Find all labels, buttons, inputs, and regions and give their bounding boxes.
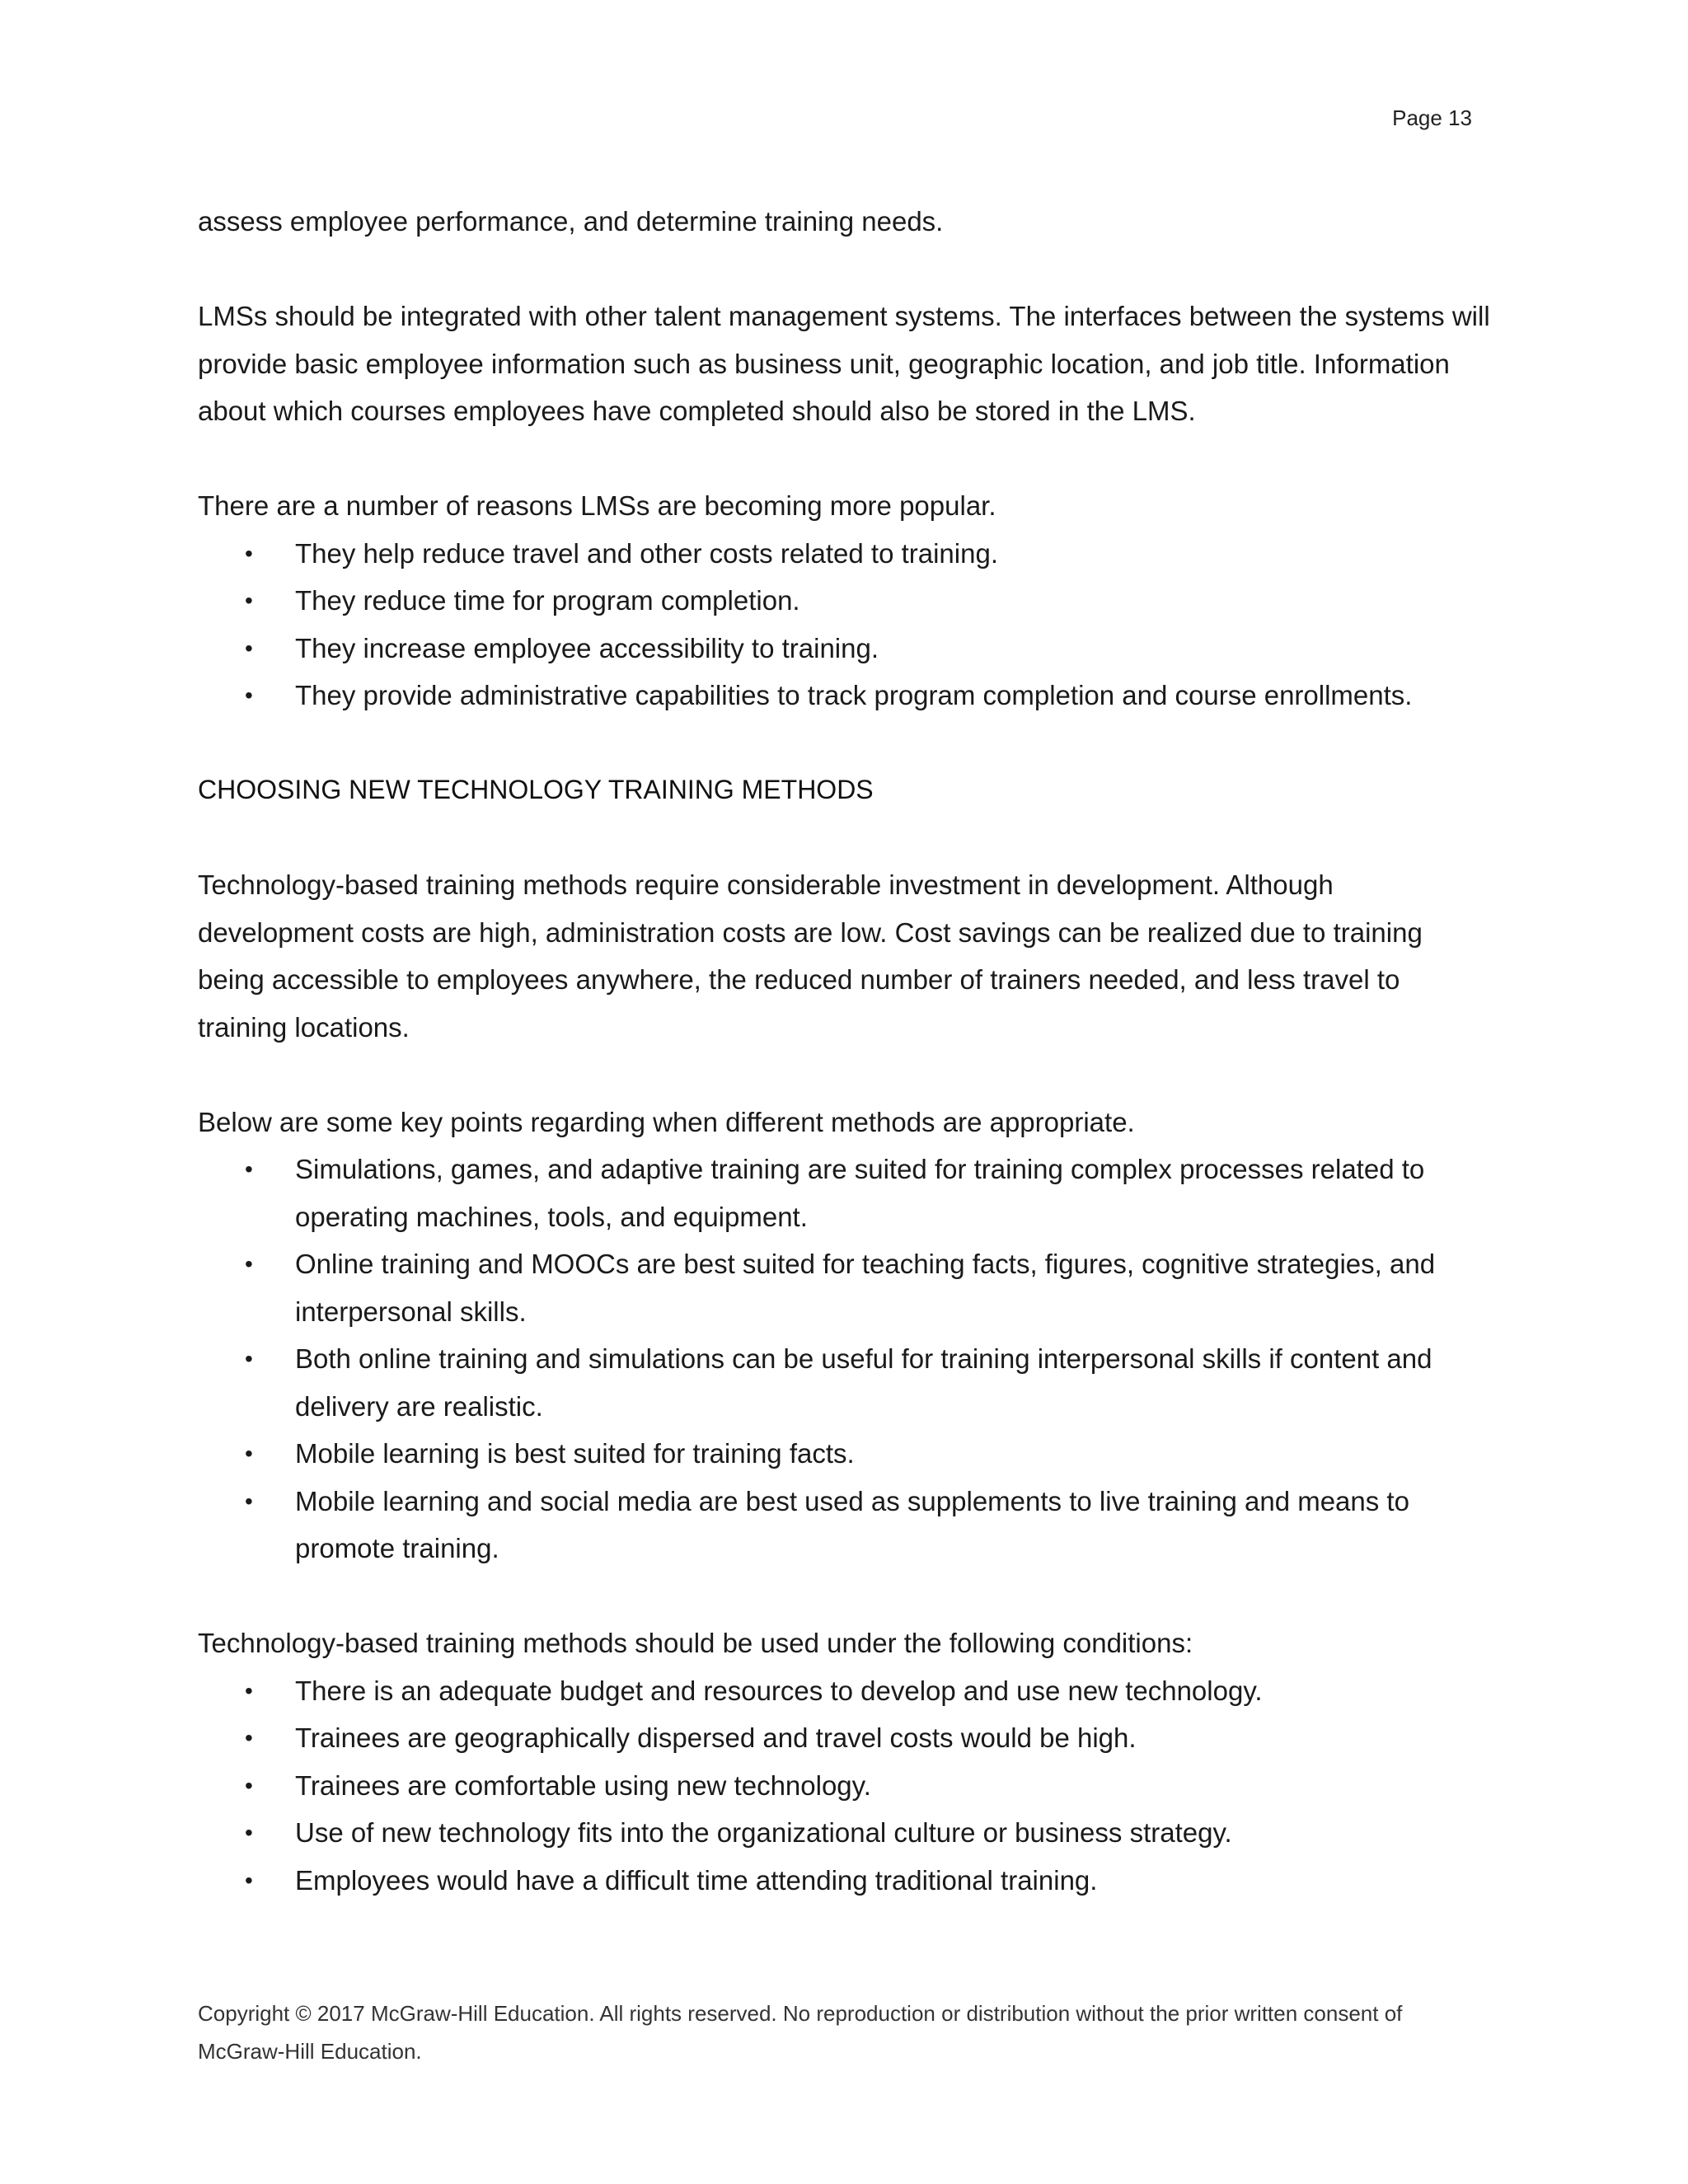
bullet-icon: • xyxy=(245,1156,253,1182)
list-item-text: Mobile learning and social media are best used as supplements to live training and means to promote training. xyxy=(295,1485,1409,1563)
list-item-text: Use of new technology fits into the organizational culture or business strategy. xyxy=(295,1817,1232,1848)
list-item-text: Simulations, games, and adaptive training are suited for training complex processes related to operating machines, tools, and equipment. xyxy=(295,1154,1425,1232)
bullet-icon: • xyxy=(245,1772,253,1798)
bullet-icon: • xyxy=(245,682,253,708)
bullet-icon: • xyxy=(245,1867,253,1893)
list-item xyxy=(198,577,1492,625)
list-item xyxy=(198,1240,1492,1335)
list-item-text: They reduce time for program completion. xyxy=(295,585,800,616)
list-item-text: There is an adequate budget and resources to develop and use new technology. xyxy=(295,1675,1263,1706)
list-item xyxy=(198,625,1492,673)
paragraph-technology-investment: Technology-based training methods require considerable investment in development. Although development costs are high, administration costs are low. Cost savings can be realized due to training being accessible to employees anywhere, the reduced number of trainers needed, and less travel to training locations. xyxy=(198,869,1423,1043)
list-item xyxy=(198,1762,1492,1810)
bullet-icon: • xyxy=(245,635,253,661)
paragraph-conditions-intro: Technology-based training methods should be used under the following conditions: xyxy=(198,1628,1193,1658)
list-item xyxy=(198,1667,1492,1715)
list-item xyxy=(198,1335,1492,1430)
list-item xyxy=(198,1857,1492,1905)
bullet-icon: • xyxy=(245,1820,253,1845)
key-points-list xyxy=(198,1146,1492,1572)
bullet-icon: • xyxy=(245,1441,253,1466)
paragraph-key-points-intro: Below are some key points regarding when different methods are appropriate. xyxy=(198,1106,1135,1137)
page-number: Page 13 xyxy=(1392,105,1472,130)
bullet-icon: • xyxy=(245,1725,253,1750)
list-item-text: They provide administrative capabilities to track program completion and course enrollments. xyxy=(295,680,1413,710)
list-item-text: Both online training and simulations can be useful for training interpersonal skills if content and delivery are realistic. xyxy=(295,1343,1432,1422)
document-body xyxy=(198,198,1492,1952)
bullet-icon: • xyxy=(245,1251,253,1277)
bullet-icon: • xyxy=(245,588,253,613)
list-item-text: Online training and MOOCs are best suited for teaching facts, figures, cognitive strategies, and interpersonal skills. xyxy=(295,1249,1436,1327)
paragraph-lms-integration: LMSs should be integrated with other talent management systems. The interfaces between the systems will provide basic employee information such as business unit, geographic location, and job title. Information about which courses employees have completed should also be stored in the LMS. xyxy=(198,301,1490,426)
section-heading: CHOOSING NEW TECHNOLOGY TRAINING METHODS xyxy=(198,775,874,804)
list-item-text: Mobile learning is best suited for training facts. xyxy=(295,1438,855,1469)
conditions-list xyxy=(198,1667,1492,1905)
list-item xyxy=(198,1430,1492,1478)
bullet-icon: • xyxy=(245,1488,253,1514)
list-item-text: Employees would have a difficult time attending traditional training. xyxy=(295,1864,1098,1896)
lms-reasons-list xyxy=(198,530,1492,719)
bullet-icon: • xyxy=(245,1346,253,1371)
list-item-text: Trainees are comfortable using new technology. xyxy=(295,1769,871,1801)
list-item xyxy=(198,672,1492,719)
list-item xyxy=(198,1714,1492,1762)
list-item-text: Trainees are geographically dispersed and travel costs would be high. xyxy=(295,1722,1137,1753)
paragraph-continuation: assess employee performance, and determine training needs. xyxy=(198,206,944,237)
list-item xyxy=(198,1809,1492,1857)
list-item-text: They increase employee accessibility to training. xyxy=(295,632,879,663)
bullet-icon: • xyxy=(245,540,253,566)
list-item-text: They help reduce travel and other costs related to training. xyxy=(295,537,998,569)
copyright-footer: Copyright © 2017 McGraw-Hill Education. All rights reserved. No reproduction or distribution without the prior written consent of McGraw-Hill Education. xyxy=(198,2001,1403,2064)
list-item xyxy=(198,1478,1492,1572)
bullet-icon: • xyxy=(245,1677,253,1704)
list-item xyxy=(198,530,1492,578)
list-item xyxy=(198,1146,1492,1240)
paragraph-lms-reasons-intro: There are a number of reasons LMSs are becoming more popular. xyxy=(198,490,996,521)
